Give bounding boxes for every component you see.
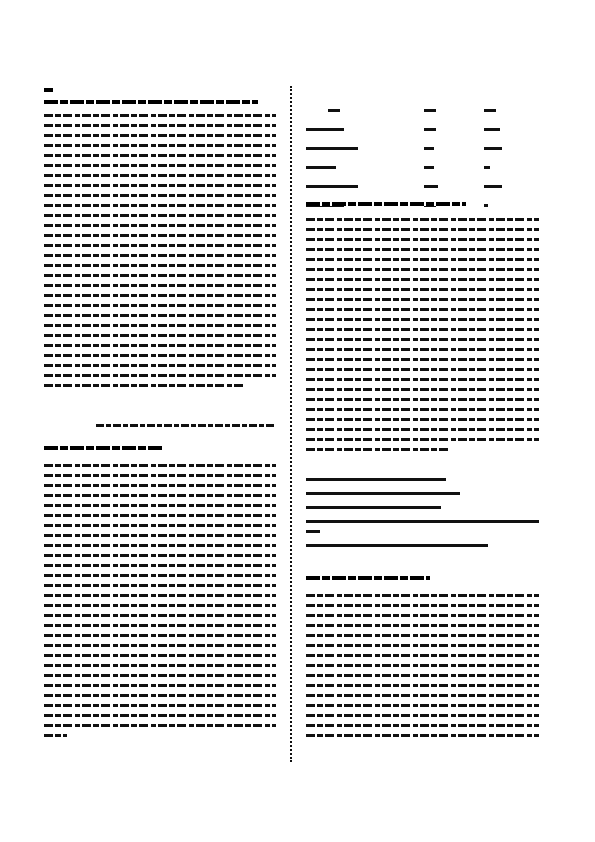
text-line <box>44 364 276 367</box>
text-line <box>306 338 539 341</box>
text-line <box>44 274 276 277</box>
text-line <box>44 704 276 707</box>
section-heading <box>306 202 466 206</box>
text-line <box>44 254 276 257</box>
text-line <box>306 388 539 391</box>
text-line <box>44 134 276 137</box>
paragraph <box>44 464 276 744</box>
text-line <box>44 224 276 227</box>
text-line <box>44 724 276 727</box>
text-line <box>44 214 276 217</box>
table-cell <box>306 185 358 188</box>
text-line <box>306 368 539 371</box>
text-line <box>44 714 276 717</box>
text-line <box>306 438 539 441</box>
table-cell <box>484 147 502 150</box>
table-cell <box>484 128 500 131</box>
text-line <box>306 428 539 431</box>
text-line <box>306 714 539 717</box>
text-line <box>306 694 539 697</box>
text-line <box>44 284 276 287</box>
table-cell <box>424 166 434 169</box>
table-header-cell <box>328 109 340 112</box>
section-heading <box>44 100 258 104</box>
table-cell <box>484 185 502 188</box>
bullet-list <box>306 478 539 558</box>
text-line <box>44 614 276 617</box>
text-line <box>44 534 276 537</box>
table-header-cell <box>424 109 436 112</box>
text-line <box>44 664 276 667</box>
text-line <box>306 268 539 271</box>
text-line <box>44 524 276 527</box>
text-line <box>44 564 276 567</box>
page-number-mark <box>44 88 53 92</box>
text-line <box>44 574 276 577</box>
text-line <box>44 684 276 687</box>
list-item <box>306 506 441 509</box>
text-line <box>44 244 276 247</box>
text-line <box>44 354 276 357</box>
paragraph <box>44 114 276 394</box>
text-line <box>306 308 539 311</box>
text-line <box>44 264 276 267</box>
text-line <box>306 734 539 737</box>
paragraph <box>306 218 539 458</box>
text-line <box>44 644 276 647</box>
list-item <box>306 478 446 481</box>
text-line <box>44 634 276 637</box>
text-line <box>306 418 539 421</box>
list-item <box>306 492 460 495</box>
text-line <box>44 184 276 187</box>
section-heading <box>44 446 164 450</box>
text-line <box>306 348 539 351</box>
text-line <box>44 344 276 347</box>
list-item <box>306 520 539 523</box>
text-line <box>44 164 276 167</box>
table-row <box>306 157 539 176</box>
table-cell <box>484 204 488 207</box>
text-line <box>306 604 539 607</box>
text-line <box>44 144 276 147</box>
text-line <box>306 218 539 221</box>
text-line <box>306 358 539 361</box>
text-line <box>44 334 276 337</box>
text-line <box>44 674 276 677</box>
text-line <box>306 258 539 261</box>
section-heading-text <box>44 446 164 450</box>
table-row <box>306 119 539 138</box>
table-cell <box>306 128 344 131</box>
text-line <box>306 248 539 251</box>
text-line <box>44 464 276 467</box>
text-line <box>306 328 539 331</box>
table-cell <box>306 147 358 150</box>
text-line <box>306 298 539 301</box>
text-line <box>306 594 539 597</box>
text-line <box>306 704 539 707</box>
table-cell <box>424 128 436 131</box>
right-column <box>306 0 539 842</box>
left-column <box>44 0 276 842</box>
section-heading-text <box>306 202 466 206</box>
text-line <box>44 694 276 697</box>
text-line <box>306 228 539 231</box>
text-line <box>306 448 450 451</box>
text-line <box>44 514 276 517</box>
text-line <box>44 654 276 657</box>
table-cell <box>424 147 434 150</box>
text-line <box>44 494 276 497</box>
text-line <box>306 634 539 637</box>
text-line <box>44 314 276 317</box>
table-header-row <box>306 100 539 119</box>
table-header-cell <box>484 109 496 112</box>
column-divider <box>290 86 292 762</box>
text-line <box>306 684 539 687</box>
table-cell <box>424 185 438 188</box>
table-row <box>306 176 539 195</box>
text-line <box>44 384 244 387</box>
text-line <box>44 324 276 327</box>
text-line <box>44 594 276 597</box>
table-cell <box>306 166 336 169</box>
text-line <box>44 304 276 307</box>
text-line <box>306 238 539 241</box>
text-line <box>306 614 539 617</box>
text-line <box>44 204 276 207</box>
text-line <box>306 378 539 381</box>
text-line <box>306 288 539 291</box>
text-line <box>44 484 276 487</box>
equation-line <box>96 424 274 427</box>
text-line <box>44 734 67 737</box>
text-line <box>44 234 276 237</box>
list-item <box>306 544 488 547</box>
text-line <box>44 124 276 127</box>
text-line <box>306 278 539 281</box>
text-line <box>306 674 539 677</box>
text-line <box>306 318 539 321</box>
text-line <box>44 294 276 297</box>
text-line <box>44 154 276 157</box>
section-heading <box>306 576 430 580</box>
text-line <box>306 654 539 657</box>
table-row <box>306 138 539 157</box>
table-cell <box>484 166 490 169</box>
text-line <box>44 174 276 177</box>
text-line <box>44 474 276 477</box>
data-table <box>306 100 539 214</box>
text-line <box>44 114 276 117</box>
text-line <box>44 624 276 627</box>
text-line <box>306 664 539 667</box>
text-line <box>44 194 276 197</box>
text-line <box>44 544 276 547</box>
text-line <box>44 554 276 557</box>
text-line <box>306 624 539 627</box>
list-item <box>306 530 320 533</box>
text-line <box>44 604 276 607</box>
section-heading-text <box>44 100 258 104</box>
text-line <box>306 398 539 401</box>
text-line <box>44 504 276 507</box>
text-line <box>44 584 276 587</box>
text-line <box>306 408 539 411</box>
paragraph <box>306 594 539 744</box>
text-line <box>306 644 539 647</box>
text-line <box>306 724 539 727</box>
section-heading-text <box>306 576 430 580</box>
text-line <box>44 374 276 377</box>
